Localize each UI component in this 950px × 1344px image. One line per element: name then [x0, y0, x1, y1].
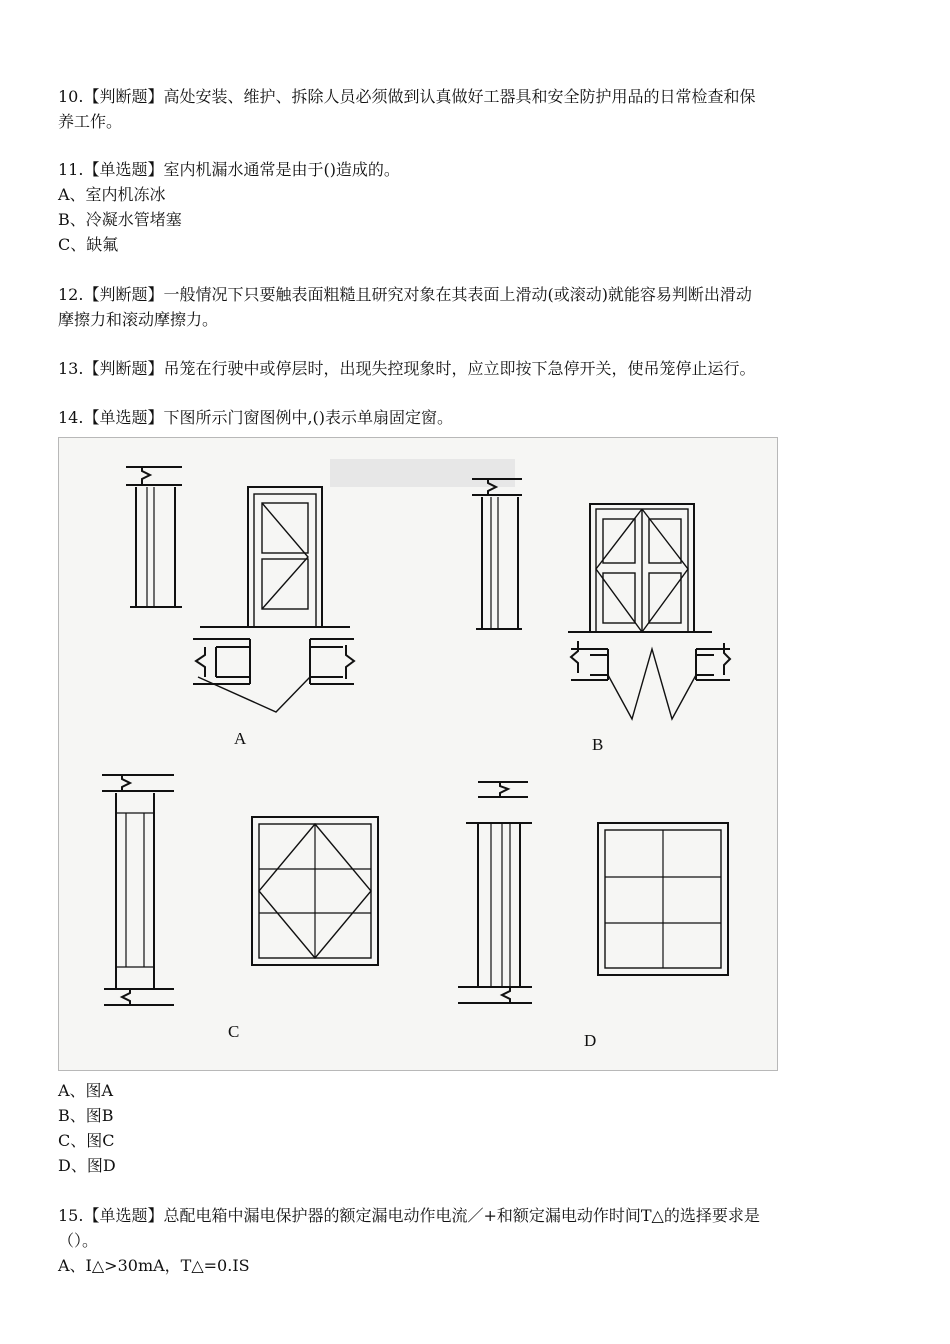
question-14-option-c: C、图C [58, 1131, 115, 1150]
question-11-option-c: C、缺氟 [58, 235, 119, 254]
question-13 [58, 356, 896, 381]
figure-label-d: D [584, 1031, 597, 1050]
figure-label-b: B [592, 735, 604, 754]
question-15-line-2: （）。 [58, 1231, 99, 1250]
question-10 [58, 84, 896, 134]
question-14-options [58, 1078, 896, 1178]
question-14-stem: 14.【单选题】下图所示门窗图例中,()表示单扇固定窗。 [58, 408, 454, 427]
question-12 [58, 282, 896, 332]
question-11-option-a: A、室内机冻冰 [58, 185, 166, 204]
door-window-legend-figure [58, 437, 778, 1071]
question-15 [58, 1203, 896, 1278]
question-15-line-1: 15.【单选题】总配电箱中漏电保护器的额定漏电动作电流／+和额定漏电动作时间T△的选择要求是 [58, 1206, 760, 1225]
question-10-line-2: 养工作。 [58, 112, 123, 131]
question-12-line-1: 12.【判断题】一般情况下只要触表面粗糙且研究对象在其表面上滑动(或滚动)就能容易判断出滑动 [58, 285, 752, 304]
question-11-option-b: B、冷凝水管堵塞 [58, 210, 182, 229]
question-14-option-a: A、图A [58, 1081, 114, 1100]
question-13-line-1: 13.【判断题】吊笼在行驶中或停层时，出现失控现象时，应立即按下急停开关，使吊笼停止运行。 [58, 359, 756, 378]
question-11-stem: 11.【单选题】室内机漏水通常是由于()造成的。 [58, 160, 400, 179]
question-14-option-b: B、图B [58, 1106, 114, 1125]
question-15-option-a: A、I△>30mA，T△=0.IS [58, 1256, 250, 1275]
question-14 [58, 405, 896, 430]
figure-label-a: A [234, 729, 247, 748]
question-14-option-d: D、图D [58, 1156, 116, 1175]
question-11 [58, 157, 896, 257]
question-12-line-2: 摩擦力和滚动摩擦力。 [58, 310, 219, 329]
question-10-line-1: 10.【判断题】高处安装、维护、拆除人员必须做到认真做好工器具和安全防护用品的日常检查和保 [58, 87, 756, 106]
figure-drawing [58, 437, 778, 1071]
figure-label-c: C [228, 1022, 240, 1041]
